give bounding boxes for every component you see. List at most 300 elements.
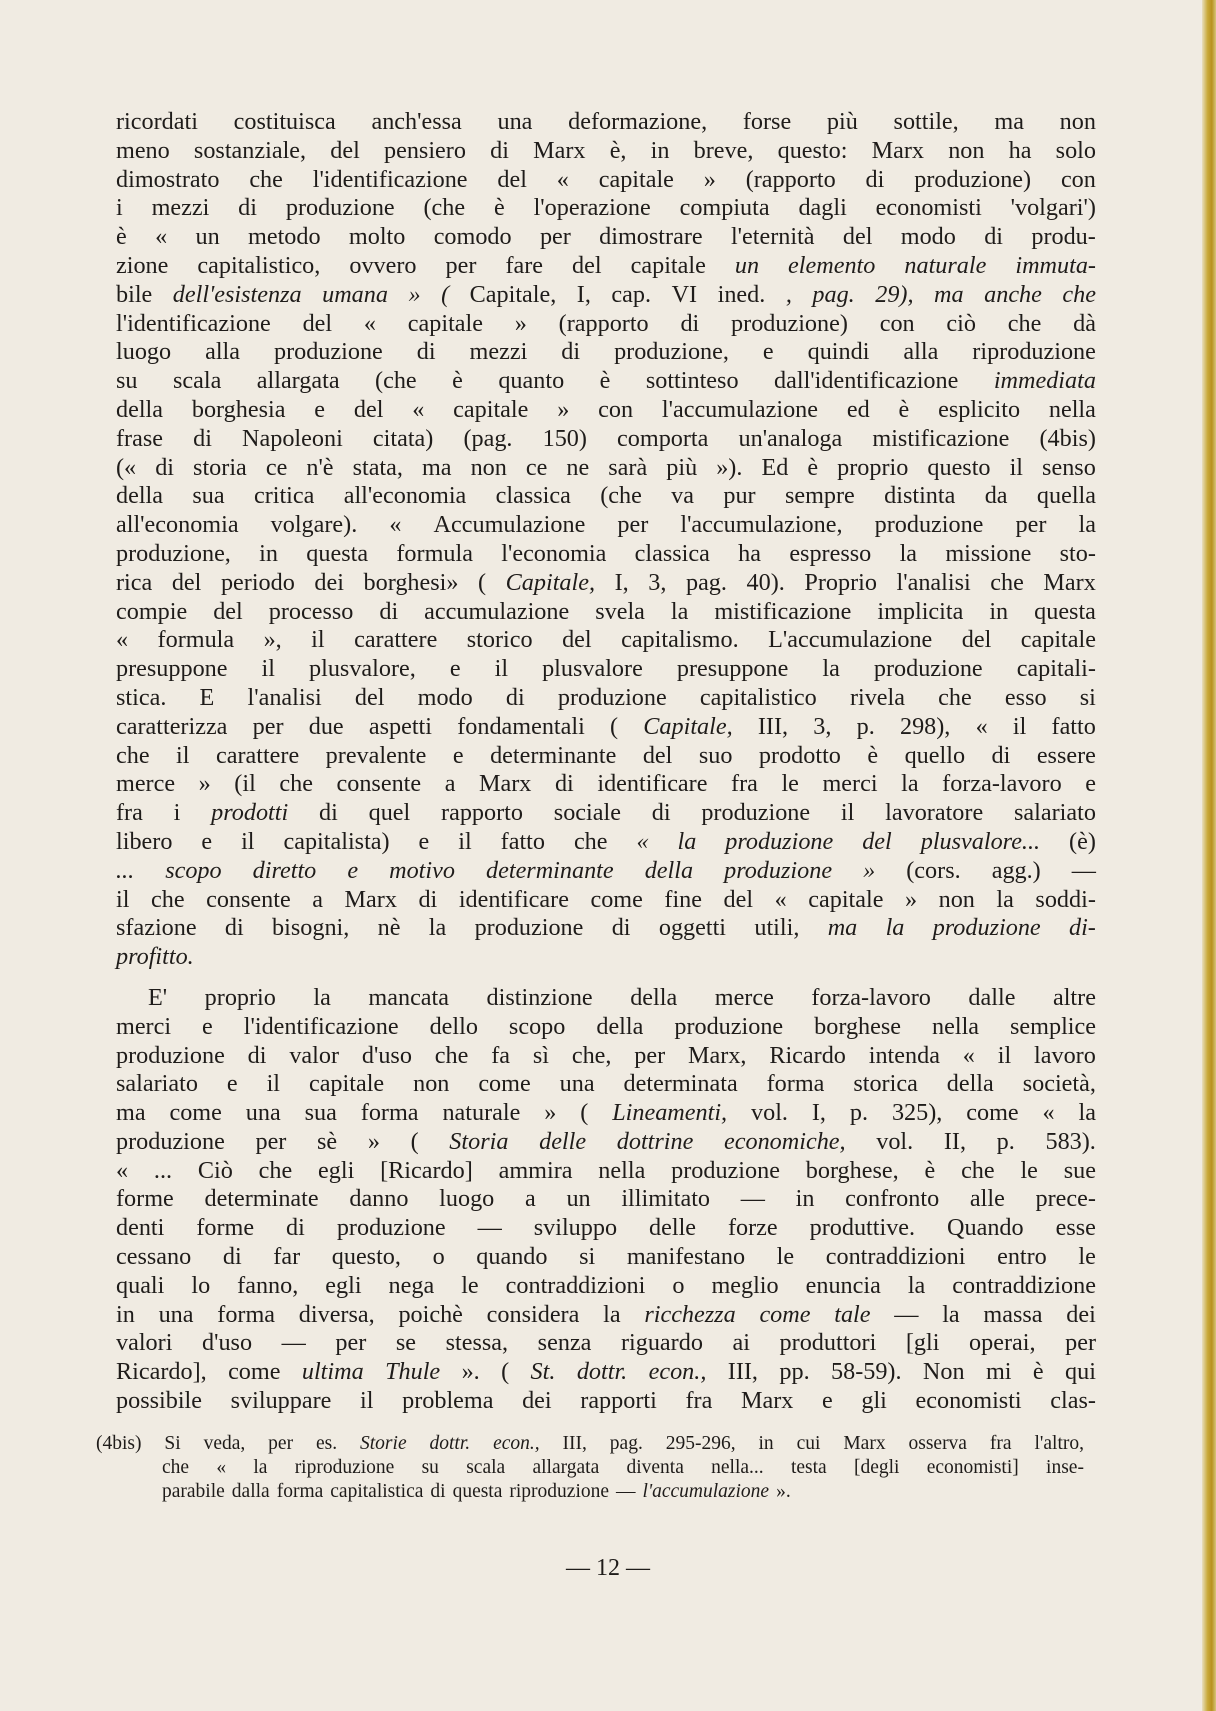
text-run: dà — [1073, 309, 1096, 337]
text-run: 583). — [1045, 1127, 1096, 1155]
text-run: es. — [315, 1433, 338, 1454]
text-run: fa — [491, 1041, 510, 1069]
text-run: cui — [796, 1433, 821, 1454]
text-run: nè — [377, 914, 401, 942]
text-run: una — [245, 1099, 281, 1127]
text-run: a — [312, 885, 323, 913]
text-run: contraddizioni — [825, 1243, 966, 1271]
text-run: la — [822, 655, 840, 683]
text-run: operai, — [969, 1329, 1036, 1357]
text-line — [116, 425, 1096, 454]
text-run: 3, — [648, 568, 667, 596]
text-run: e — [201, 827, 213, 855]
text-run: ma — [421, 453, 452, 481]
text-run: produzione — [674, 1012, 784, 1040]
text-run: ined. — [717, 280, 766, 308]
text-run: d'uso — [202, 1329, 253, 1357]
text-run: mistificazione — [714, 597, 852, 625]
italic-text: econ., — [648, 1358, 707, 1386]
italic-text: dell'esistenza — [172, 280, 302, 308]
text-run: la — [313, 983, 331, 1011]
text-run: « — [774, 885, 787, 913]
text-run: il — [360, 1387, 374, 1415]
text-run: cap. — [611, 280, 652, 308]
text-run: fra — [685, 1387, 713, 1415]
text-run: ( — [610, 712, 619, 740]
text-run: ( — [580, 1099, 589, 1127]
text-run: capitale — [630, 251, 706, 279]
text-run: 295-296, — [665, 1433, 736, 1454]
text-run: mezzi — [469, 338, 528, 366]
text-run: [Ricardo] — [380, 1156, 473, 1184]
text-run: (rapporto — [558, 309, 649, 337]
text-run: sfazione — [116, 914, 197, 942]
text-run: egli — [325, 1271, 362, 1299]
text-run: solo — [1055, 136, 1096, 164]
text-run: Ed — [761, 453, 789, 481]
italic-text: ma — [934, 280, 964, 308]
text-run: manifestano — [626, 1243, 746, 1271]
text-run: denti — [116, 1214, 165, 1242]
text-run: produttive. — [809, 1214, 916, 1242]
text-run: esplicito — [938, 395, 1021, 423]
italic-text: » — [408, 280, 421, 308]
text-run: » — [198, 770, 211, 798]
text-run: si — [1079, 683, 1096, 711]
text-run: nella... — [711, 1457, 764, 1478]
text-run: bile — [116, 280, 153, 308]
text-run: l'identificazione — [116, 309, 271, 337]
italic-text: di- — [1068, 914, 1096, 942]
text-run: della — [116, 395, 164, 423]
italic-text: ... — [116, 856, 135, 884]
text-run: (« — [116, 453, 137, 481]
text-run: utili, — [754, 914, 800, 942]
text-run: non — [413, 1070, 450, 1098]
text-run: come — [228, 1358, 281, 1386]
text-run: capitale — [308, 1070, 385, 1098]
italic-text: profitto. — [116, 943, 194, 971]
text-run: (4bis) — [1039, 424, 1096, 452]
italic-text: immediata — [993, 367, 1096, 395]
text-run: valori — [116, 1329, 173, 1357]
text-run: modo — [900, 223, 956, 251]
text-run: quindi — [807, 338, 870, 366]
text-run: merci — [116, 1012, 172, 1040]
text-run: del — [842, 223, 873, 251]
italic-text: dottrine — [616, 1127, 694, 1155]
text-run: — — [740, 1185, 765, 1213]
text-run: quel — [368, 799, 411, 827]
text-run: per — [255, 1127, 287, 1155]
text-run: che — [249, 165, 283, 193]
text-run: valor — [289, 1041, 340, 1069]
text-run: che — [938, 683, 972, 711]
text-run: in — [989, 597, 1009, 625]
text-run: la — [942, 1300, 960, 1328]
italic-text: , — [785, 280, 792, 308]
text-run: dalle — [968, 983, 1016, 1011]
text-run: salariato — [1013, 799, 1096, 827]
text-run: produzione — [671, 1156, 780, 1184]
text-run: quello — [904, 741, 966, 769]
text-run: stica. — [116, 683, 167, 711]
text-run: produzione — [116, 1127, 225, 1155]
text-run: di — [319, 799, 338, 827]
text-run: consente — [336, 770, 422, 798]
text-run: questa — [306, 539, 369, 567]
text-run: determinate — [204, 1185, 319, 1213]
text-run: per — [617, 511, 649, 539]
text-run: I, — [614, 568, 629, 596]
text-run: il — [997, 1041, 1012, 1069]
text-run: le — [1020, 1156, 1038, 1184]
text-run: 150) — [542, 424, 587, 452]
text-run: prevalente — [325, 741, 427, 769]
text-run: e — [762, 338, 774, 366]
text-run: capitale — [808, 885, 884, 913]
text-run: p. — [996, 1127, 1015, 1155]
text-run: I, — [576, 280, 591, 308]
text-run: una — [559, 1070, 595, 1098]
text-run: di — [379, 597, 399, 625]
text-run: riproduzione — [294, 1457, 395, 1478]
text-run: II, — [943, 1127, 967, 1155]
text-line — [116, 626, 1096, 655]
text-run: determinata — [623, 1070, 738, 1098]
text-run: lavoro — [1034, 1041, 1096, 1069]
text-line — [116, 482, 1096, 511]
text-run: ed — [846, 395, 870, 423]
text-line — [116, 1185, 1096, 1214]
text-run: l'accumulazione — [661, 395, 819, 423]
text-run: o — [672, 1271, 685, 1299]
text-run: confronto — [845, 1185, 940, 1213]
text-run: « — [1042, 1099, 1055, 1127]
text-run: deformazione, — [568, 108, 708, 135]
text-run: determinante — [490, 741, 617, 769]
text-run: quella — [1036, 482, 1096, 510]
text-run: comporta — [617, 424, 709, 452]
italic-text: ricchezza — [644, 1300, 736, 1328]
text-run: — — [894, 1300, 919, 1328]
text-run: borghese — [814, 1012, 902, 1040]
text-run: di — [680, 309, 700, 337]
text-run: su — [421, 1457, 439, 1478]
text-run: critica — [253, 482, 315, 510]
text-run: la — [603, 1300, 621, 1328]
text-run: di — [224, 914, 244, 942]
text-run: illimitato — [621, 1185, 711, 1213]
text-run: produzione — [701, 799, 811, 827]
text-run: suo — [698, 741, 733, 769]
text-run: I, — [811, 1099, 826, 1127]
text-run: il — [1009, 453, 1024, 481]
paragraph-gap — [116, 972, 1096, 984]
text-run: « — [363, 309, 377, 337]
footnote-line — [96, 1456, 1084, 1480]
text-run: periodo — [220, 568, 295, 596]
text-line — [116, 1272, 1096, 1301]
text-run: un'analoga — [738, 424, 843, 452]
text-run: la — [996, 885, 1014, 913]
text-line — [116, 1099, 1096, 1128]
text-run: del — [562, 626, 592, 654]
text-run: produ- — [1031, 223, 1096, 251]
text-run: non — [1059, 108, 1096, 135]
text-run: economisti — [875, 194, 982, 222]
text-run: senso — [1042, 453, 1096, 481]
italic-text: tale — [834, 1300, 871, 1328]
text-line — [116, 857, 1096, 886]
text-line — [116, 742, 1096, 771]
text-run: (è) — [1069, 827, 1096, 855]
text-run: forze — [727, 1214, 778, 1242]
italic-text: Capitale, — [505, 568, 596, 596]
text-run: l'accumulazione, — [680, 511, 843, 539]
text-run: le — [461, 1271, 479, 1299]
text-run: ... — [153, 1156, 173, 1184]
page-number: — 12 — — [566, 1555, 650, 1581]
text-line — [116, 194, 1096, 223]
text-run: dello — [429, 1012, 478, 1040]
text-line — [116, 454, 1096, 483]
text-run: che — [990, 568, 1024, 596]
text-run: si — [579, 1243, 596, 1271]
text-run: il — [116, 885, 130, 913]
text-run: che — [573, 827, 608, 855]
text-run: della — [116, 482, 164, 510]
text-run: gli — [861, 1387, 887, 1415]
text-run: capitale — [598, 165, 674, 193]
text-run: enuncia — [805, 1271, 881, 1299]
text-run: del — [723, 885, 754, 913]
text-run: produzione — [873, 655, 983, 683]
text-run: sì — [532, 1041, 549, 1069]
text-run: le — [776, 1243, 795, 1271]
text-run: l'identificazione — [243, 1012, 399, 1040]
text-run: la — [1078, 511, 1096, 539]
text-run: » — [367, 1127, 380, 1155]
text-run: il — [1012, 712, 1027, 740]
text-run: questo — [927, 453, 991, 481]
text-run: le — [1078, 1243, 1096, 1271]
italic-text: plusvalore... — [920, 827, 1041, 855]
text-run: mi — [985, 1358, 1012, 1386]
text-run: che — [961, 1156, 995, 1184]
text-run: di — [554, 770, 574, 798]
text-run: produzione, — [116, 539, 231, 567]
text-run: forma — [217, 1300, 276, 1328]
text-run: alla — [903, 338, 939, 366]
text-run: frase — [116, 424, 163, 452]
text-run: — — [616, 1481, 636, 1502]
text-run: « — [962, 1041, 975, 1069]
text-run: ha — [738, 539, 762, 567]
text-run: che — [1007, 309, 1042, 337]
text-run: n'è — [306, 453, 334, 481]
text-line — [116, 1157, 1096, 1186]
text-run: libero — [116, 827, 173, 855]
text-line — [116, 137, 1096, 166]
italic-text: « — [636, 827, 649, 855]
italic-text: produzione — [724, 856, 833, 884]
text-run: fatto — [500, 827, 545, 855]
text-run: e — [1085, 770, 1096, 798]
text-run: capitale — [1020, 626, 1096, 654]
text-run: nella — [598, 1156, 646, 1184]
text-line — [116, 828, 1096, 857]
text-run: egli — [318, 1156, 355, 1184]
text-line — [116, 166, 1096, 195]
text-line — [116, 1214, 1096, 1243]
text-run: e — [226, 1070, 238, 1098]
text-run: nella — [932, 1012, 980, 1040]
text-run: sto- — [1059, 539, 1096, 567]
text-run: (rapporto — [745, 165, 836, 193]
text-run: che — [434, 1041, 469, 1069]
text-run: capitalista) — [283, 827, 390, 855]
text-run: è, — [609, 136, 627, 164]
text-run: mezzi — [151, 194, 210, 222]
text-run: il — [311, 626, 325, 654]
text-run: capitalismo. — [621, 626, 739, 654]
text-run: della — [596, 1012, 644, 1040]
text-run: è — [493, 194, 505, 222]
text-run: produzione — [336, 1214, 446, 1242]
italic-text: della — [644, 856, 694, 884]
text-run: d'uso — [361, 1041, 412, 1069]
text-run: [gli — [905, 1329, 940, 1357]
text-run: l'eternità — [730, 223, 815, 251]
text-run: pp. — [779, 1358, 810, 1386]
text-run: plusvalore, — [309, 655, 416, 683]
text-run: « — [412, 395, 425, 423]
text-run: di — [490, 136, 509, 164]
text-run: « — [556, 165, 569, 193]
text-line — [116, 1042, 1096, 1071]
text-run: p. — [849, 1099, 869, 1127]
text-run: due — [308, 712, 344, 740]
text-run: costituisca — [233, 108, 336, 135]
text-run: come — [169, 1099, 222, 1127]
text-run: la — [901, 770, 919, 798]
text-run: pag. — [609, 1433, 643, 1454]
text-run: o — [432, 1243, 445, 1271]
text-run: pag. — [685, 568, 727, 596]
text-run: per — [268, 1433, 294, 1454]
text-run: forma — [276, 1481, 324, 1502]
footnote-line — [96, 1432, 1084, 1456]
text-run: produzione, — [614, 338, 729, 366]
text-run: e — [821, 1387, 833, 1415]
text-run: possibile — [116, 1387, 203, 1415]
text-run: — — [1071, 856, 1096, 884]
italic-text: econ., — [493, 1433, 540, 1454]
text-line — [116, 1387, 1096, 1416]
text-run: oggetti — [658, 914, 727, 942]
text-run: Si — [164, 1433, 181, 1454]
text-run: la — [899, 539, 918, 567]
text-run: formula — [157, 626, 235, 654]
text-run: di — [430, 1481, 446, 1502]
text-run: da — [984, 482, 1008, 510]
text-run: stata, — [352, 453, 403, 481]
text-run: bisogni, — [272, 914, 350, 942]
text-run: rapporti — [580, 1387, 657, 1415]
italic-text: dottr. — [576, 1358, 628, 1386]
text-run: più — [826, 108, 858, 135]
text-run: carattere — [354, 626, 438, 654]
text-run: del — [961, 626, 992, 654]
text-run: questa — [1034, 597, 1096, 625]
text-run: ha — [1008, 136, 1032, 164]
text-run: scala — [466, 1457, 506, 1478]
text-run: veda, — [203, 1433, 246, 1454]
text-run: meno — [116, 136, 170, 164]
text-run: presuppone — [116, 655, 228, 683]
text-run: proprio — [204, 983, 276, 1011]
text-run: e — [314, 395, 326, 423]
text-run: ricordati — [116, 108, 198, 135]
text-line — [116, 886, 1096, 915]
text-run: problema — [402, 1387, 494, 1415]
text-line — [116, 943, 1096, 972]
text-run: il — [494, 655, 509, 683]
text-run: un — [195, 223, 220, 251]
text-run: forme — [116, 1185, 174, 1213]
text-run: dall'identificazione — [774, 367, 959, 395]
text-run: meglio — [711, 1271, 779, 1299]
text-run: merce — [714, 983, 774, 1011]
italic-text: la — [677, 827, 697, 855]
text-run: di — [865, 165, 885, 193]
text-run: molto — [348, 223, 406, 251]
text-run: mancata — [368, 983, 449, 1011]
italic-text: la — [885, 914, 905, 942]
text-run: sostanziale, — [193, 136, 307, 164]
text-run: è — [924, 1156, 936, 1184]
text-run: diversa, — [298, 1300, 375, 1328]
text-run: modo — [417, 683, 473, 711]
text-run: della — [630, 983, 678, 1011]
text-run: dimostrato — [116, 165, 220, 193]
text-run: ammira — [498, 1156, 573, 1184]
text-run: dei — [1066, 1300, 1096, 1328]
text-run: fra — [731, 770, 758, 798]
text-run: classica — [495, 482, 571, 510]
text-run: come — [966, 1099, 1019, 1127]
text-run: capitalistico — [699, 683, 817, 711]
text-run: con — [598, 395, 634, 423]
text-run: sue — [1063, 1156, 1096, 1184]
italic-text: 29), — [875, 280, 914, 308]
text-run: è — [807, 453, 819, 481]
footnote — [96, 1432, 1084, 1504]
italic-text: delle — [539, 1127, 587, 1155]
text-run: forse — [742, 108, 792, 135]
text-run: (che — [600, 482, 642, 510]
text-run: per — [445, 251, 477, 279]
text-line — [116, 799, 1096, 828]
text-run: ne — [566, 453, 590, 481]
text-line — [116, 338, 1096, 367]
italic-text: Storia — [449, 1127, 509, 1155]
italic-text: Storie — [360, 1433, 407, 1454]
text-line — [116, 1013, 1096, 1042]
text-run: del — [497, 165, 527, 193]
text-run: che — [279, 770, 313, 798]
